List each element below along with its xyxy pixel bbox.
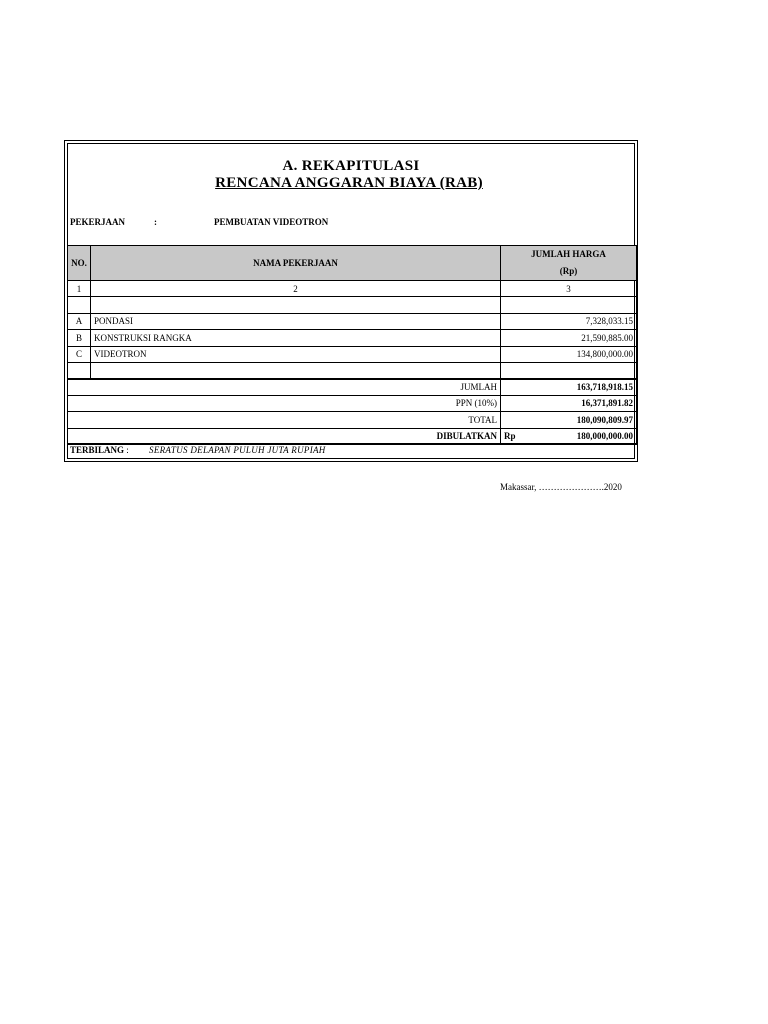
summary-row-dibulatkan [68,428,637,444]
rab-frame [67,143,635,459]
rab-sheet [64,140,638,462]
terbilang-value: SERATUS DELAPAN PULUH JUTA RUPIAH [149,445,326,455]
project-label: PEKERJAAN [70,217,126,227]
title-rab [68,175,634,192]
project-colon: : [154,217,157,227]
col-total-header-line2: (Rp) [559,266,578,276]
title-rekapitulasi: A. REKAPITULASI [282,158,420,174]
item-no: A [68,313,91,329]
jumlah-value: 163,718,918.15 [501,379,637,395]
empty-cell [91,362,501,378]
blank-row [68,362,637,378]
title-rab-text: RENCANA ANGGARAN BIAYA (RAB) [215,175,483,191]
ppn-value: 16,371,891.82 [501,395,637,411]
place-date: Makassar, ………………….2020 [500,482,622,492]
ppn-label: PPN (10%) [68,395,501,411]
dibulatkan-label: DIBULATKAN [68,428,501,444]
item-amount: 21,590,885.00 [501,330,637,346]
item-no: C [68,346,91,362]
summary-row-total [68,412,637,428]
col-total-header [501,246,637,281]
rab-table [67,245,637,445]
item-name: PONDASI [91,313,501,329]
terbilang [70,445,326,455]
item-name: VIDEOTRON [91,346,501,362]
total-label: TOTAL [68,412,501,428]
item-name: KONSTRUKSI RANGKA [91,330,501,346]
project-value: PEMBUATAN VIDEOTRON [214,217,329,227]
index-row [68,281,637,297]
col-no-header: NO. [68,246,91,281]
terbilang-label: TERBILANG [70,445,125,455]
blank-row [68,297,637,313]
empty-cell [91,297,501,313]
item-amount: 7,328,033.15 [501,313,637,329]
dibulatkan-wrap [504,431,633,441]
table-row [68,313,637,329]
index-cell: 3 [501,281,637,297]
empty-cell [68,362,91,378]
empty-cell [68,297,91,313]
summary-row-ppn [68,395,637,411]
dibulatkan-currency: Rp [504,430,516,441]
col-name-header: NAMA PEKERJAAN [91,246,501,281]
terbilang-colon: : [126,445,129,455]
empty-cell [501,362,637,378]
dibulatkan-value: 180,000,000.00 [576,430,633,441]
empty-cell [501,297,637,313]
table-header-row [68,246,637,281]
summary-row-jumlah [68,379,637,395]
table-row [68,346,637,362]
dibulatkan-cell [501,428,637,444]
index-cell: 2 [91,281,501,297]
col-total-header-line1: JUMLAH HARGA [531,249,606,259]
item-amount: 134,800,000.00 [501,346,637,362]
jumlah-label: JUMLAH [68,379,501,395]
total-value: 180,090,809.97 [501,412,637,428]
table-row [68,330,637,346]
item-no: B [68,330,91,346]
index-cell: 1 [68,281,91,297]
